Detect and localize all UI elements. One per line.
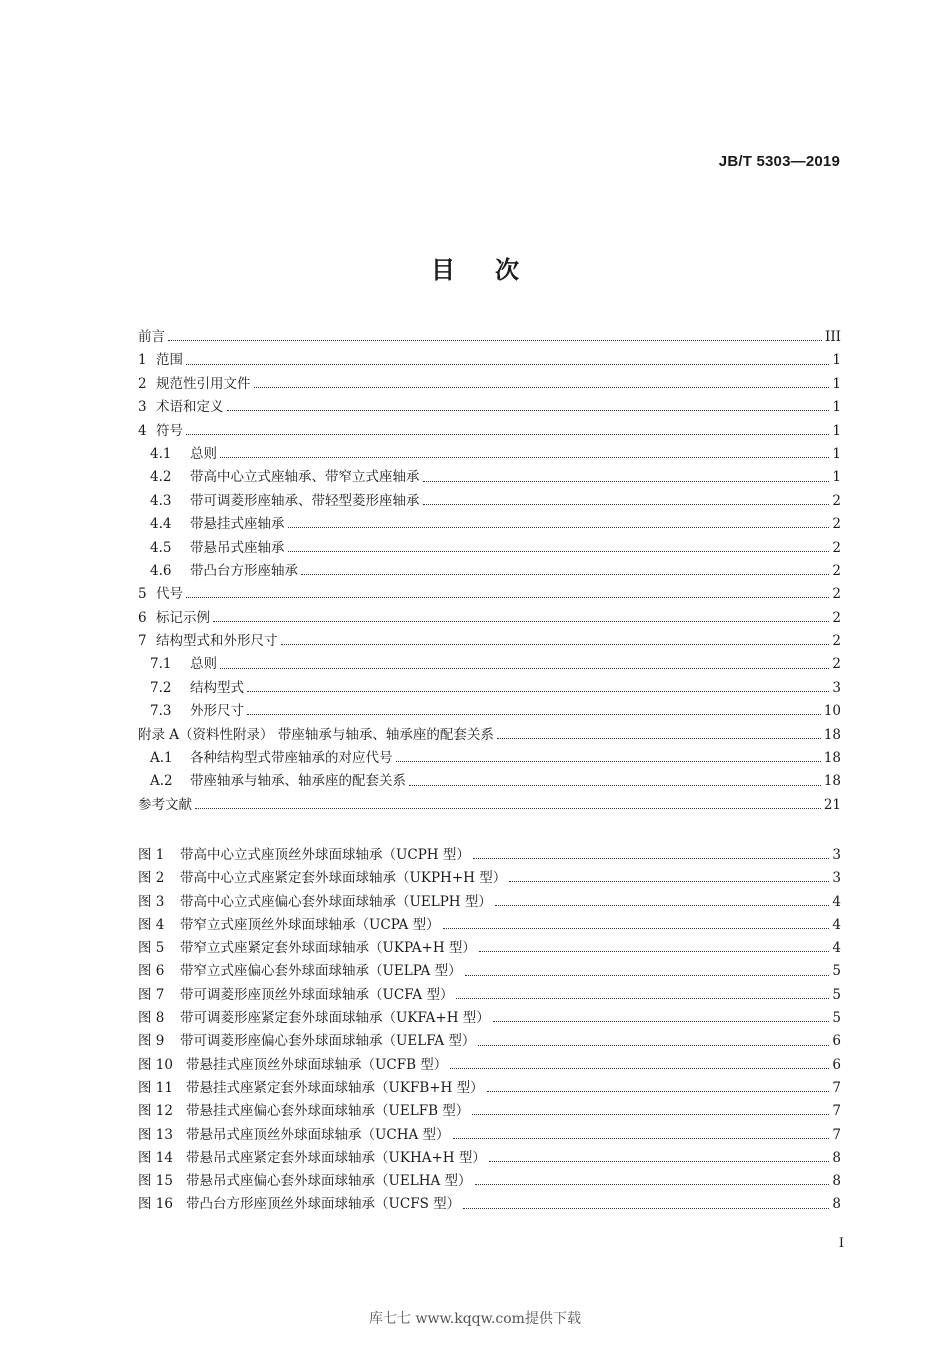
entry-page: 2	[832, 539, 841, 556]
entry-label: 带窄立式座顶丝外球面球轴承（UCPA 型）	[180, 916, 440, 933]
entry-label: 规范性引用文件	[156, 375, 251, 392]
dot-leader	[396, 761, 821, 762]
toc-entry	[138, 419, 841, 442]
entry-label: 范围	[156, 352, 183, 369]
entry-label: 带可调菱形座顶丝外球面球轴承（UCFA 型）	[180, 986, 454, 1003]
entry-page: 10	[823, 703, 841, 720]
page-title: 目次	[431, 255, 559, 284]
entry-label: 带高中心立式座紧定套外球面球轴承（UKPH+H 型）	[180, 870, 507, 887]
entry-page: 4	[832, 916, 841, 933]
entry-label: 带悬吊式座偏心套外球面球轴承（UELHA 型）	[186, 1173, 472, 1190]
entry-page: 1	[832, 352, 841, 369]
entry-number: A.2	[150, 773, 173, 790]
entry-label: 前言	[138, 329, 165, 345]
dot-leader	[465, 975, 830, 976]
entry-page: 7	[832, 1103, 841, 1120]
entry-label: 符号	[156, 422, 183, 439]
page-number: I	[838, 1236, 844, 1251]
dot-leader	[453, 1138, 830, 1139]
dot-leader	[409, 785, 821, 786]
entry-label: 带窄立式座紧定套外球面球轴承（UKPA+H 型）	[180, 940, 476, 957]
dot-leader	[227, 410, 830, 411]
entry-label: 带凸台方形座顶丝外球面球轴承（UCFS 型）	[186, 1196, 461, 1213]
entry-number: 5	[138, 586, 147, 603]
dot-leader	[456, 998, 829, 999]
entry-label: 带高中心立式座轴承、带窄立式座轴承	[190, 469, 420, 486]
entry-page: 18	[823, 750, 841, 767]
entry-page: 18	[823, 726, 841, 743]
dot-leader	[497, 738, 821, 739]
figure-entry	[138, 1169, 841, 1192]
entry-label: 带可调菱形座紧定套外球面球轴承（UKFA+H 型）	[180, 1010, 490, 1027]
entry-number: 4.3	[150, 492, 172, 509]
entry-page: 7	[832, 1126, 841, 1143]
entry-label: 带可调菱形座偏心套外球面球轴承（UELFA 型）	[180, 1033, 476, 1050]
entry-page: 6	[832, 1056, 841, 1073]
figure-entry	[138, 1006, 841, 1029]
entry-page: 1	[832, 399, 841, 416]
entry-number: 4.1	[150, 445, 172, 462]
entry-label: 带悬吊式座紧定套外球面球轴承（UKHA+H 型）	[186, 1149, 486, 1166]
figure-entry	[138, 1053, 841, 1076]
dot-leader	[254, 387, 830, 388]
dot-leader	[186, 364, 829, 365]
entry-page: 2	[832, 586, 841, 603]
dot-leader	[443, 928, 830, 929]
toc-entry	[138, 793, 841, 816]
entry-label: 结构型式和外形尺寸	[156, 633, 278, 650]
figure-entry	[138, 1029, 841, 1052]
entry-label: 带悬挂式座紧定套外球面球轴承（UKFB+H 型）	[186, 1079, 484, 1096]
entry-page: 21	[823, 796, 841, 813]
dot-leader	[247, 691, 829, 692]
dot-leader	[493, 1021, 830, 1022]
entry-label: 附录 A（资料性附录） 带座轴承与轴承、轴承座的配套关系	[138, 726, 494, 743]
entry-page: 5	[832, 986, 841, 1003]
dot-leader	[195, 808, 821, 809]
entry-page: 2	[832, 656, 841, 673]
entry-number: 图 7	[138, 986, 165, 1003]
figure-entry	[138, 890, 841, 913]
list-of-figures	[138, 843, 841, 1216]
table-of-contents	[138, 325, 841, 816]
toc-entry	[138, 536, 841, 559]
entry-label: 带高中心立式座顶丝外球面球轴承（UCPH 型）	[180, 847, 470, 863]
entry-number: A.1	[150, 750, 173, 767]
entry-number: 4.2	[150, 469, 172, 486]
figure-entry	[138, 959, 841, 982]
entry-number: 图 2	[138, 870, 165, 887]
entry-page: 6	[832, 1033, 841, 1050]
entry-number: 图 14	[138, 1149, 173, 1166]
dot-leader	[220, 668, 829, 669]
dot-leader	[220, 457, 829, 458]
toc-entry	[138, 606, 841, 629]
figure-entry	[138, 983, 841, 1006]
dot-leader	[463, 1208, 829, 1209]
dot-leader	[288, 527, 830, 528]
figure-entry	[138, 1146, 841, 1169]
figure-entry	[138, 1123, 841, 1146]
entry-number: 图 5	[138, 940, 165, 957]
toc-entry	[138, 325, 841, 348]
entry-number: 3	[138, 399, 147, 416]
dot-leader	[281, 644, 830, 645]
entry-page: 1	[832, 422, 841, 439]
entry-label: 各种结构型式带座轴承的对应代号	[190, 750, 393, 767]
entry-label: 带高中心立式座偏心套外球面球轴承（UELPH 型）	[180, 893, 492, 910]
entry-page: 8	[832, 1173, 841, 1190]
entry-label: 代号	[156, 586, 183, 603]
dot-leader	[213, 621, 829, 622]
dot-leader	[450, 1068, 829, 1069]
download-footer: 库七七 www.kqqw.com提供下载	[369, 1311, 581, 1327]
toc-entry	[138, 348, 841, 371]
toc-entry	[138, 395, 841, 418]
entry-number: 6	[138, 609, 147, 626]
figure-entry	[138, 1076, 841, 1099]
entry-label: 带可调菱形座轴承、带轻型菱形座轴承	[190, 492, 420, 509]
toc-entry	[138, 372, 841, 395]
entry-label: 外形尺寸	[190, 703, 244, 720]
entry-number: 2	[138, 375, 147, 392]
entry-label: 带凸台方形座轴承	[190, 562, 298, 579]
dot-leader	[288, 551, 830, 552]
toc-entry	[138, 723, 841, 746]
entry-page: 3	[832, 679, 841, 696]
entry-label: 总则	[190, 445, 217, 462]
entry-page: III	[825, 329, 841, 345]
entry-number: 4.4	[150, 516, 172, 533]
figure-entry	[138, 1099, 841, 1122]
toc-entry	[138, 699, 841, 722]
figure-entry	[138, 913, 841, 936]
dot-leader	[301, 574, 829, 575]
entry-number: 7.1	[150, 656, 172, 673]
entry-label: 总则	[190, 656, 217, 673]
entry-number: 图 16	[138, 1196, 173, 1213]
standard-code: JB/T 5303—2019	[718, 153, 840, 170]
entry-label: 标记示例	[156, 609, 210, 626]
entry-number: 图 12	[138, 1103, 173, 1120]
figure-entry	[138, 866, 841, 889]
entry-page: 8	[832, 1149, 841, 1166]
entry-label: 结构型式	[190, 679, 244, 696]
toc-entry	[138, 652, 841, 675]
figure-entry	[138, 1192, 841, 1215]
entry-page: 1	[832, 445, 841, 462]
toc-entry	[138, 442, 841, 465]
entry-number: 1	[138, 352, 147, 369]
toc-entry	[138, 629, 841, 652]
entry-number: 图 13	[138, 1126, 173, 1143]
entry-label: 带悬挂式座偏心套外球面球轴承（UELFB 型）	[186, 1103, 470, 1120]
entry-label: 带悬挂式座轴承	[190, 516, 285, 533]
entry-page: 5	[832, 1010, 841, 1027]
entry-page: 2	[832, 609, 841, 626]
entry-number: 7.2	[150, 679, 172, 696]
entry-page: 4	[832, 893, 841, 910]
dot-leader	[475, 1184, 830, 1185]
dot-leader	[168, 340, 822, 341]
dot-leader	[509, 881, 829, 882]
toc-entry	[138, 746, 841, 769]
entry-label: 参考文献	[138, 796, 192, 813]
toc-entry	[138, 489, 841, 512]
toc-entry	[138, 465, 841, 488]
entry-number: 4.6	[150, 562, 172, 579]
toc-entry	[138, 769, 841, 792]
toc-entry	[138, 559, 841, 582]
toc-entry	[138, 512, 841, 535]
entry-page: 8	[832, 1196, 841, 1213]
entry-page: 2	[832, 516, 841, 533]
entry-page: 2	[832, 492, 841, 509]
entry-number: 4	[138, 422, 147, 439]
entry-page: 2	[832, 562, 841, 579]
entry-label: 带窄立式座偏心套外球面球轴承（UELPA 型）	[180, 963, 462, 980]
entry-number: 图 8	[138, 1010, 165, 1027]
entry-page: 7	[832, 1079, 841, 1096]
entry-number: 图 1	[138, 847, 165, 863]
entry-page: 3	[832, 847, 841, 863]
dot-leader	[478, 1045, 829, 1046]
figure-entry	[138, 936, 841, 959]
entry-page: 18	[823, 773, 841, 790]
entry-page: 2	[832, 633, 841, 650]
entry-number: 图 6	[138, 963, 165, 980]
entry-number: 7.3	[150, 703, 172, 720]
dot-leader	[479, 951, 829, 952]
entry-label: 术语和定义	[156, 399, 224, 416]
entry-label: 带悬吊式座轴承	[190, 539, 285, 556]
dot-leader	[489, 1161, 830, 1162]
entry-page: 3	[832, 870, 841, 887]
dot-leader	[472, 1114, 829, 1115]
toc-entry	[138, 676, 841, 699]
entry-page: 1	[832, 469, 841, 486]
dot-leader	[423, 481, 830, 482]
entry-page: 4	[832, 940, 841, 957]
entry-number: 图 10	[138, 1056, 173, 1073]
entry-label: 带悬挂式座顶丝外球面球轴承（UCFB 型）	[186, 1056, 448, 1073]
dot-leader	[495, 905, 830, 906]
figure-entry	[138, 843, 841, 866]
dot-leader	[247, 714, 821, 715]
entry-number: 图 4	[138, 916, 165, 933]
dot-leader	[186, 434, 829, 435]
entry-label: 带悬吊式座顶丝外球面球轴承（UCHA 型）	[186, 1126, 450, 1143]
entry-page: 1	[832, 375, 841, 392]
entry-label: 带座轴承与轴承、轴承座的配套关系	[190, 773, 406, 790]
dot-leader	[423, 504, 830, 505]
entry-number: 图 3	[138, 893, 165, 910]
entry-number: 7	[138, 633, 147, 650]
dot-leader	[487, 1091, 830, 1092]
entry-number: 图 11	[138, 1079, 173, 1096]
dot-leader	[186, 597, 829, 598]
entry-number: 图 15	[138, 1173, 173, 1190]
dot-leader	[473, 858, 830, 859]
toc-entry	[138, 582, 841, 605]
entry-number: 4.5	[150, 539, 172, 556]
entry-page: 5	[832, 963, 841, 980]
entry-number: 图 9	[138, 1033, 165, 1050]
